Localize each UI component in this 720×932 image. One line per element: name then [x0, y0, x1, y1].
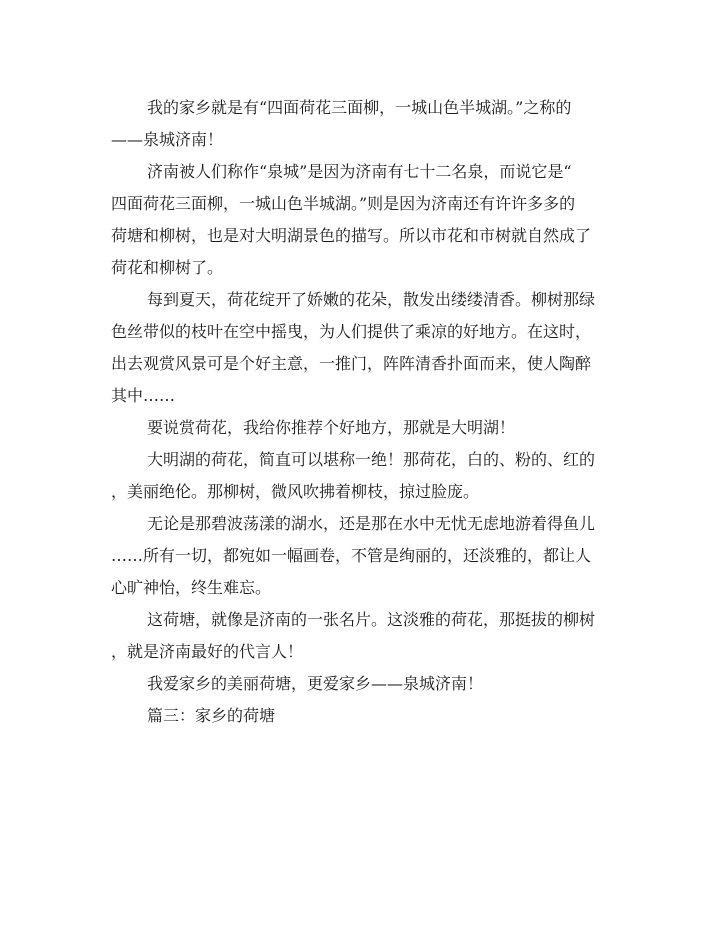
text-line: 荷花和柳树了。	[111, 258, 224, 277]
text-line: ，美丽绝伦。那柳树，微风吹拂着柳枝，掠过脸庞。	[111, 482, 480, 501]
text-line: 大明湖的荷花，简直可以堪称一绝！那荷花，白的、粉的、红的	[147, 450, 596, 469]
text-line: 济南被人们称作“泉城”是因为济南有七十二名泉，而说它是“	[147, 162, 572, 181]
text-line: 其中……	[111, 386, 176, 405]
text-line: 每到夏天，荷花绽开了娇嫩的花朵，散发出缕缕清香。柳树那绿	[147, 290, 596, 309]
text-line: 心旷神怡，终生难忘。	[111, 578, 272, 597]
article-body	[111, 92, 611, 732]
text-line: ，就是济南最好的代言人！	[111, 642, 304, 661]
text-line: 篇三：家乡的荷塘	[147, 706, 276, 725]
text-line: 出去观赏风景可是个好主意，一推门，阵阵清香扑面而来，使人陶醉	[111, 354, 592, 373]
text-line: ——泉城济南！	[111, 130, 224, 149]
text-line: 荷塘和柳树，也是对大明湖景色的描写。所以市花和市树就自然成了	[111, 226, 592, 245]
text-line: 我爱家乡的美丽荷塘，更爱家乡——泉城济南！	[147, 674, 484, 693]
text-line: 无论是那碧波荡漾的湖水，还是那在水中无忧无虑地游着得鱼儿	[147, 514, 596, 533]
text-line: 四面荷花三面柳，一城山色半城湖。”则是因为济南还有许许多多的	[111, 194, 576, 213]
text-line: ……所有一切，都宛如一幅画卷，不管是绚丽的，还淡雅的，都让人	[111, 546, 592, 565]
text-line: 要说赏荷花，我给你推荐个好地方，那就是大明湖！	[147, 418, 516, 437]
text-line: 我的家乡就是有“四面荷花三面柳，一城山色半城湖。”之称的	[147, 98, 572, 117]
text-line: 这荷塘，就像是济南的一张名片。这淡雅的荷花，那挺拔的柳树	[147, 610, 596, 629]
text-line: 色丝带似的枝叶在空中摇曳，为人们提供了乘凉的好地方。在这时，	[111, 322, 592, 341]
